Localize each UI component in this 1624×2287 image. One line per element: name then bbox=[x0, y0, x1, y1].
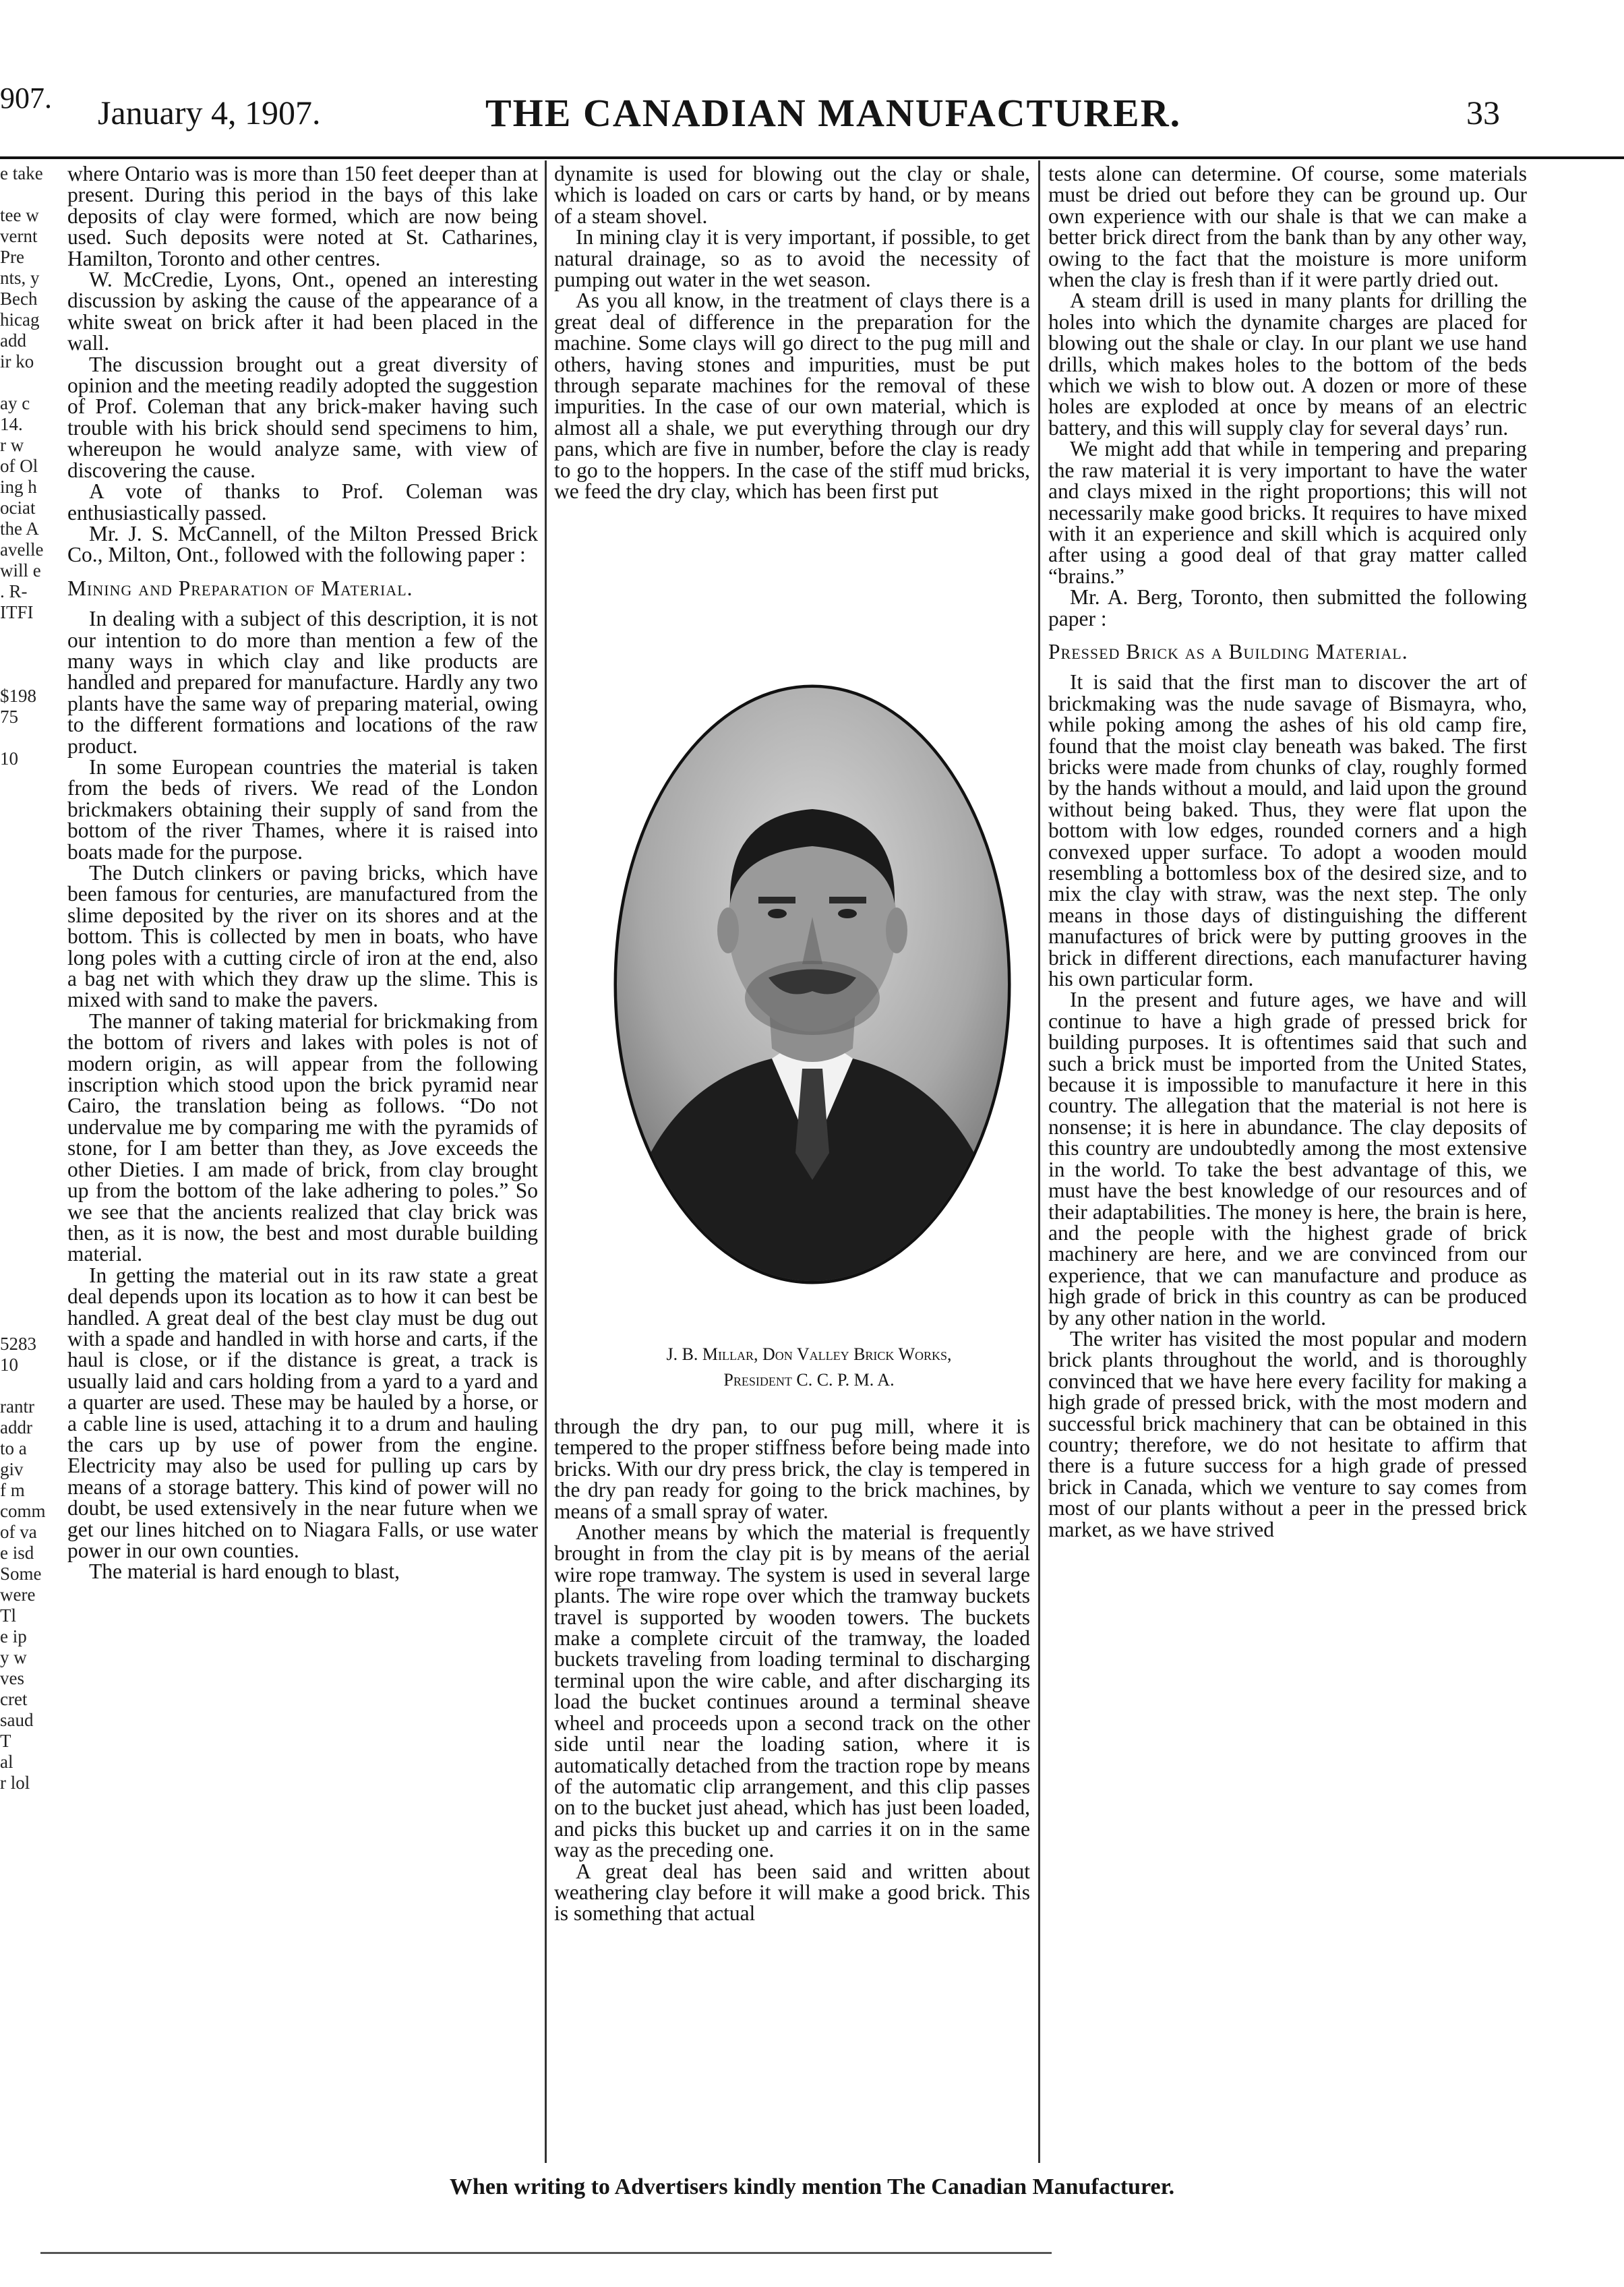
portrait-caption bbox=[560, 1342, 1058, 1393]
margin-fragment: e ip bbox=[0, 1626, 27, 1646]
column-rule-1 bbox=[545, 160, 547, 2163]
paragraph: W. McCredie, Lyons, Ont., opened an interesting discussion by asking the cause of the appearance of a white sweat on brick after it had been placed in the wall. bbox=[67, 268, 538, 355]
margin-fragment: y w bbox=[0, 1647, 27, 1667]
article-column-2-top bbox=[554, 163, 1030, 502]
margin-fragment: ing h bbox=[0, 477, 37, 497]
margin-fragment: ir ko bbox=[0, 351, 34, 372]
margin-fragment: of va bbox=[0, 1522, 37, 1542]
margin-fragment bbox=[0, 1187, 57, 1208]
margin-fragment: 75 bbox=[0, 707, 18, 727]
margin-fragment bbox=[0, 1083, 57, 1104]
paragraph: The material is hard enough to blast, bbox=[89, 1560, 400, 1584]
margin-fragment bbox=[0, 1146, 57, 1166]
margin-fragment bbox=[0, 790, 57, 811]
margin-fragment bbox=[0, 184, 57, 205]
margin-fragment: hicag bbox=[0, 309, 40, 330]
margin-fragment: Some bbox=[0, 1564, 42, 1584]
margin-fragment: to a bbox=[0, 1438, 27, 1458]
margin-fragment: 14. bbox=[0, 414, 23, 434]
margin-fragment: ITFI bbox=[0, 602, 34, 622]
margin-fragment: nts, y bbox=[0, 268, 40, 288]
paragraph: As you all know, in the treatment of clays there is a great deal of difference in the preparation for the machine. Some clays will go direct to the pug mill and others, having stones and impurities, must be put through separate machines for the removal of these impurities. In the case of our own material, which is almost all a shale, we put everything through our dry pans, which are five in number, before the clay is ready to go to the hoppers. In the case of the stiff mud bricks, we feed the dry clay, which has been first put bbox=[554, 289, 1030, 504]
margin-fragment: $198 bbox=[0, 686, 36, 706]
adjacent-page-margin bbox=[0, 163, 57, 1793]
margin-fragment: avelle bbox=[0, 539, 44, 560]
margin-fragment: tee w bbox=[0, 205, 39, 225]
paragraph: Mr. A. Berg, Toronto, then submitted the following paper : bbox=[1048, 585, 1527, 630]
margin-fragment: ociat bbox=[0, 498, 36, 518]
paragraph: dynamite is used for blowing out the clay or shale, which is loaded on cars or carts by hand, or by means of a steam shovel. bbox=[554, 162, 1030, 228]
margin-fragment: saud bbox=[0, 1710, 34, 1730]
margin-fragment: will e bbox=[0, 560, 41, 581]
margin-fragment bbox=[0, 937, 57, 957]
margin-fragment bbox=[0, 1208, 57, 1229]
margin-fragment bbox=[0, 1020, 57, 1041]
column-rule-2 bbox=[1038, 160, 1040, 2163]
margin-fragment bbox=[0, 1292, 57, 1313]
margin-fragment: were bbox=[0, 1584, 36, 1605]
header-rule bbox=[0, 156, 1624, 159]
margin-fragment bbox=[0, 665, 57, 686]
margin-fragment: Pre bbox=[0, 247, 24, 267]
issue-date: January 4, 1907. bbox=[98, 94, 321, 131]
margin-fragment bbox=[0, 1104, 57, 1125]
margin-fragment: vernt bbox=[0, 226, 38, 246]
margin-fragment: 10 bbox=[0, 1355, 18, 1375]
paragraph: A great deal has been said and written about weathering clay before it will make a good brick. This is something that actual bbox=[554, 1859, 1030, 1926]
paragraph: through the dry pan, to our pug mill, where it is tempered to the proper stiffness before being made into bricks. With our dry press brick, the clay is tempered in the dry pan ready for going to the brick machines, by means of a small spray of water. bbox=[554, 1415, 1030, 1523]
paragraph: tests alone can determine. Of course, some materials must be dried out before they can be ground up. Our own experience with our shale is that we can make a better brick direct from the bank than by any other way, owing to the fact that the moisture is more uniform when the clay is fresh than if it were partly dried out. bbox=[1048, 162, 1527, 292]
margin-fragment bbox=[0, 1250, 57, 1271]
margin-fragment: f m bbox=[0, 1480, 25, 1500]
margin-fragment bbox=[0, 1041, 57, 1062]
margin-fragment: ay c bbox=[0, 393, 30, 413]
margin-fragment bbox=[0, 1166, 57, 1187]
article-column-2-bottom bbox=[554, 1416, 1030, 1924]
caption-line-2: President C. C. P. M. A. bbox=[723, 1370, 895, 1390]
paragraph: In some European countries the material is taken from the beds of rivers. We read of the London brickmakers obtaining their supply of sand from the bottom of the river Thames, where it is raised into boats made for the purpose. bbox=[67, 754, 538, 864]
margin-fragment: cret bbox=[0, 1689, 28, 1709]
margin-fragment: rantr bbox=[0, 1396, 34, 1417]
margin-fragment: Bech bbox=[0, 289, 38, 309]
paragraph: Another means by which the material is frequently brought in from the clay pit is by means of the aerial wire rope tramway. The system is used in several large plants. The wire rope over which the tramway buckets travel is supported by wooden towers. The buckets make a complete circuit of the tramway, the loaded buckets traveling from loading terminal to discharging terminal upon the wire cable, and after discharging its load the bucket continues around a terminal sheave wheel and proceeds upon a second track on the other side until near the loading sation, where it is automatically detached from the traction rope by means of the automatic clip arrangement, and this clip passes on to the bucket just ahead, which has just been loaded, and picks this bucket up and carries it on in the same way as the preceding one. bbox=[554, 1520, 1030, 1862]
margin-fragment bbox=[0, 978, 57, 999]
left-page-fragment: 907. bbox=[0, 82, 52, 115]
margin-fragment bbox=[0, 999, 57, 1020]
margin-fragment: . R- bbox=[0, 581, 28, 601]
margin-fragment bbox=[0, 727, 57, 748]
paragraph: In dealing with a subject of this description, it is not our intention to do more than mention a few of the many ways in which clay and like products are handled and prepared for manufacture. Hardly any two plants have the same way of preparing material, owing to the different formations and locations of the raw product. bbox=[67, 607, 538, 758]
paragraph: where Ontario was is more than 150 feet deeper than at present. During this period in the bays of this lake deposits of clay were formed, which are now being used. Such deposits were noted at St. Catharines, Hamilton, Toronto and other centres. bbox=[67, 162, 538, 270]
page-header bbox=[0, 81, 1624, 148]
margin-fragment bbox=[0, 895, 57, 916]
margin-fragment: T bbox=[0, 1731, 11, 1751]
margin-fragment bbox=[0, 1313, 57, 1334]
publication-title: THE CANADIAN MANUFACTURER. bbox=[485, 91, 1182, 135]
margin-fragment bbox=[0, 1125, 57, 1146]
margin-fragment: of Ol bbox=[0, 456, 38, 476]
article-column-1 bbox=[67, 163, 538, 1582]
advertiser-notice: When writing to Advertisers kindly mention The Canadian Manufacturer. bbox=[449, 2174, 1175, 2199]
margin-fragment bbox=[0, 853, 57, 874]
paragraph: The manner of taking material for brickmaking from the bottom of rivers and lakes with poles is not of modern origin, as will appear from the following inscription which stood upon the brick pyramid near Cairo, the translation being as follows. “Do not undervalue me by comparing me with the pyramids of stone, for I am better than they, as Jove exceeds the other Dieties. I am made of brick, from clay brought up from the bottom of the lake adhering to poles.” So we see that the ancients realized that clay brick was then, as it is now, the best and most durable building material. bbox=[67, 1009, 538, 1266]
margin-fragment: e isd bbox=[0, 1543, 34, 1563]
portrait-engraving-icon bbox=[610, 681, 1015, 1288]
caption-line-1: J. B. Millar, Don Valley Brick Works, bbox=[666, 1344, 952, 1364]
margin-fragment: ves bbox=[0, 1668, 24, 1688]
margin-fragment bbox=[0, 811, 57, 832]
paragraph: Mr. J. S. McCannell, of the Milton Pressed Brick Co., Milton, Ont., followed with the following paper : bbox=[67, 521, 538, 567]
margin-fragment: comm bbox=[0, 1501, 46, 1521]
margin-fragment: e take bbox=[0, 163, 43, 183]
margin-fragment bbox=[0, 1271, 57, 1292]
margin-fragment bbox=[0, 1229, 57, 1250]
margin-fragment bbox=[0, 832, 57, 853]
margin-fragment: 5283 bbox=[0, 1334, 36, 1354]
margin-fragment bbox=[0, 769, 57, 790]
paragraph: In the present and future ages, we have and will continue to have a high grade of pressed brick for building purposes. It is oftentimes said that such and such a brick must be imported from the United States, because it is impossible to manufacture it here in this country. The allegation that the material is not here is nonsense; it is here in abundance. The clay deposits of this country are undoubtedly among the most extensive in the world. To take the best advantage of this, we must have the best knowledge of our resources and of their adaptabilities. The money is here, the brain is here, and the people with the highest grade of brick machinery are here, and we are convinced from our experience, that we can manufacture and produce as high grade of brick in this country as can be produced by any other nation in the world. bbox=[1048, 988, 1527, 1330]
margin-fragment bbox=[0, 1375, 57, 1396]
margin-fragment bbox=[0, 372, 57, 393]
margin-fragment: 10 bbox=[0, 748, 18, 769]
paragraph: In mining clay it is very important, if possible, to get natural drainage, so as to avoid the necessity of pumping out water in the wet season. bbox=[554, 225, 1030, 292]
paragraph: The Dutch clinkers or paving bricks, which have been famous for centuries, are manufactured from the slime deposited by the river on its shores and at the bottom. This is collected by men in boats, who have long poles with a cutting circle of iron at the end, also a bag net with which they draw up the slime. This is mixed with sand to make the pavers. bbox=[67, 861, 538, 1012]
bottom-rule bbox=[40, 2252, 1052, 2254]
margin-fragment: the A bbox=[0, 518, 39, 539]
article-column-3 bbox=[1048, 163, 1527, 1540]
margin-fragment bbox=[0, 874, 57, 895]
paragraph: It is said that the first man to discover the art of brickmaking was the nude savage of Bismayra, who, while poking among the ashes of his old camp fire, found that the moist clay beneath was baked. The first bricks were made from chunks of clay, roughly formed by the hands without a mould, and laid upon the ground without being baked. Thus, they were flat upon the bottom with low edges, rounded corners and a high convexed upper surface. To adopt a wooden mould resembling a bottomless box of the desired size, and to mix the clay with straw, was the next step. The only means in those days of distinguishing the different manufactures of brick were by putting grooves in the brick in different directions, each manufacturer having his own particular form. bbox=[1048, 670, 1527, 991]
paragraph: We might add that while in tempering and preparing the raw material it is very important to have the water and clays mixed in the right proportions; this will not necessarily make good bricks. It requires to have mixed with it an experience and skill which is acquired only after using a good deal of that gray matter called “brains.” bbox=[1048, 437, 1527, 588]
margin-fragment: add bbox=[0, 330, 26, 351]
paragraph: The discussion brought out a great diversity of opinion and the meeting readily adopted the suggestion of Prof. Coleman that any brick-maker having such trouble with his brick should send specimens to him, whereupon he would analyze same, with view of discovering the cause. bbox=[67, 352, 538, 482]
page-number: 33 bbox=[1466, 94, 1500, 131]
margin-fragment bbox=[0, 644, 57, 665]
paragraph: In getting the material out in its raw state a great deal depends upon its location as to how it can best be handled. A great deal of the best clay must be dug out with a spade and handled in with horse and carts, if the haul is close, or if the distance is great, a track is usually laid and cars holding from a yard to a yard and a quarter are used. These may be hauled by a horse, or a cable line is used, attaching it to a drum and hauling the cars up by use of power from the engine. Electricity may also be used for pulling up cars by means of a storage battery. This kind of power will no doubt, be used extensively in the near future when we get our lines hitched on to Niagara Falls, or use water power in our own counties. bbox=[67, 1263, 538, 1562]
margin-fragment bbox=[0, 916, 57, 937]
margin-fragment bbox=[0, 957, 57, 978]
paragraph: The writer has visited the most popular and modern brick plants throughout the world, and is thoroughly convinced that we have here every facility for making a high grade of pressed brick, with the most modern and successful brick machinery that can be obtained in this country; therefore, we do not hesitate to affirm that there is a future success for a high grade of pressed brick in Canada, which we venture to say comes from most of our plants without a peer in the pressed brick market, as we have strived bbox=[1048, 1326, 1527, 1541]
paragraph: A vote of thanks to Prof. Coleman was enthusiastically passed. bbox=[67, 479, 538, 525]
margin-fragment: r w bbox=[0, 435, 24, 455]
margin-fragment bbox=[0, 623, 57, 644]
margin-fragment bbox=[0, 1062, 57, 1083]
paragraph: A steam drill is used in many plants for drilling the holes into which the dynamite charges are placed for blowing out the shale or clay. In our plant we use hand drills, which makes holes to the bottom of the beds which we wish to blow out. A dozen or more of these holes are exploded at once by means of an electric battery, and this will supply clay for several days’ run. bbox=[1048, 289, 1527, 440]
margin-fragment: giv bbox=[0, 1459, 24, 1479]
margin-fragment: r lol bbox=[0, 1773, 30, 1793]
margin-fragment: Tl bbox=[0, 1605, 16, 1626]
margin-fragment: addr bbox=[0, 1417, 32, 1437]
margin-fragment: al bbox=[0, 1752, 13, 1772]
section-heading: Mining and Preparation of Material. bbox=[67, 576, 413, 600]
section-heading: Pressed Brick as a Building Material. bbox=[1048, 639, 1408, 663]
